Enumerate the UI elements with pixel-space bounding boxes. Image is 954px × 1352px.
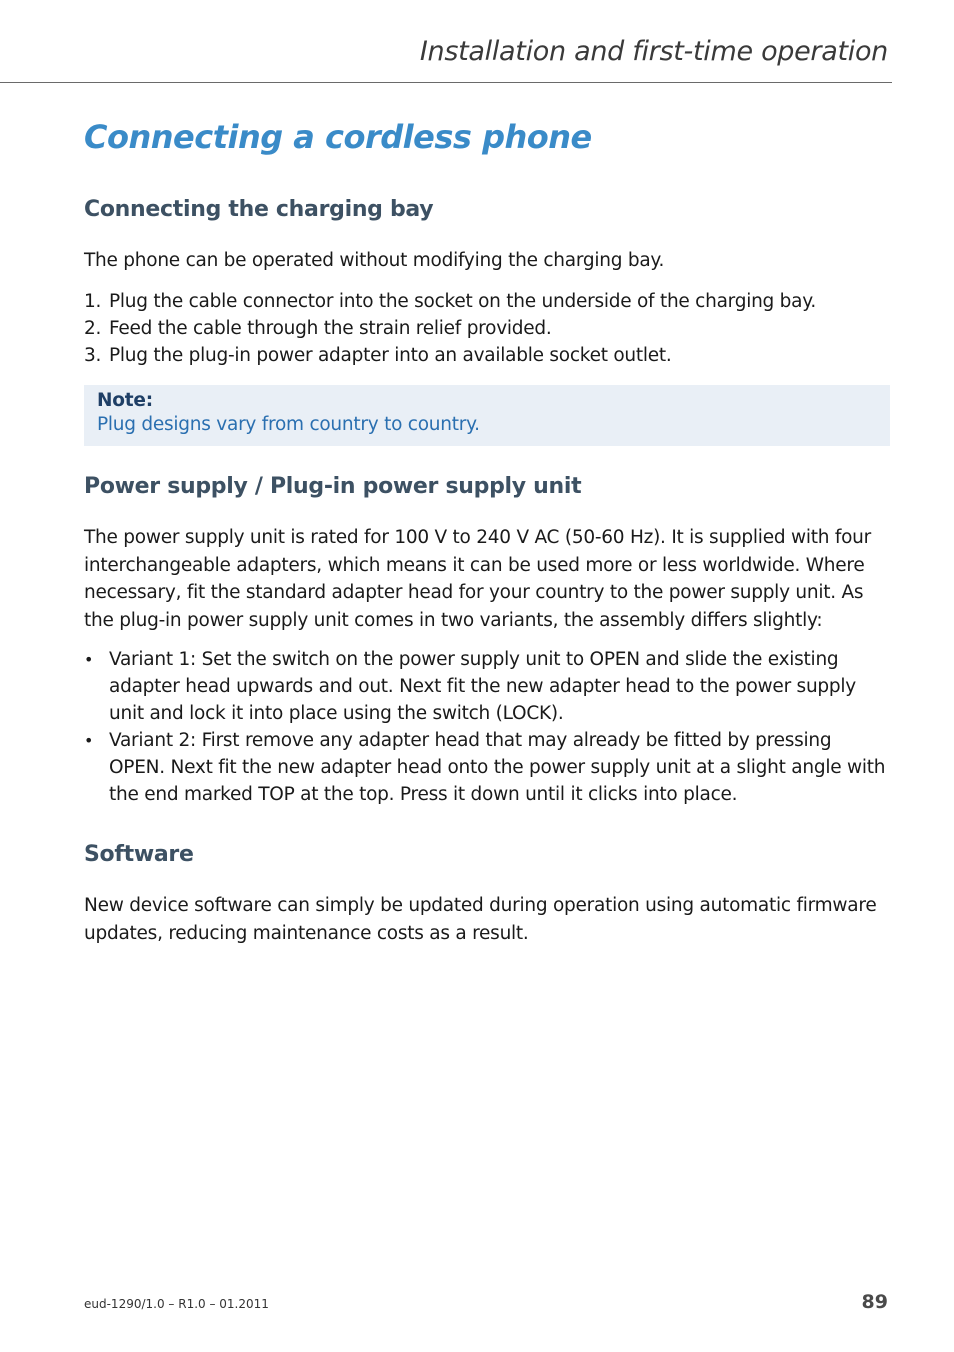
step-text: Plug the plug-in power adapter into an available socket outlet. (109, 345, 672, 366)
bullet-marker: • (84, 731, 94, 750)
footer-document-id: eud-1290/1.0 – R1.0 – 01.2011 (84, 1297, 269, 1311)
variant-text: Variant 1: Set the switch on the power supply unit to OPEN and slide the existing adapter head upwards and out. Next fit the new adapter head to the power supply unit and lock it into place using the switch (LOCK). (109, 649, 856, 724)
charging-bay-intro: The phone can be operated without modifying the charging bay. (84, 250, 665, 271)
heading-power-supply: Power supply / Plug-in power supply unit (84, 474, 582, 499)
charging-bay-steps (84, 288, 890, 369)
note-text: Plug designs vary from country to country. (97, 414, 480, 435)
step-number: 2. (84, 318, 102, 339)
bullet-marker: • (84, 650, 94, 669)
software-body: New device software can simply be updated during operation using automatic firmware updates, reducing maintenance costs as a result. (84, 895, 877, 944)
footer-page-number: 89 (861, 1291, 888, 1313)
list-item (84, 646, 890, 727)
list-item (84, 727, 890, 808)
header-divider (0, 82, 892, 83)
page-title: Connecting a cordless phone (84, 118, 592, 156)
power-supply-variants (84, 646, 890, 808)
note-label: Note: (97, 390, 153, 411)
section-header-title: Installation and first-time operation (419, 36, 888, 67)
step-number: 1. (84, 291, 102, 312)
heading-software: Software (84, 842, 194, 867)
note-box (84, 385, 890, 446)
list-item (84, 342, 890, 369)
list-item (84, 288, 890, 315)
power-supply-body: The power supply unit is rated for 100 V to 240 V AC (50-60 Hz). It is supplied with four interchangeable adapters, which means it can be used more or less worldwide. Where necessary, fit the standard adapter head for your country to the power supply unit. As the plug-in power supply unit comes in two variants, the assembly differs slightly: (84, 527, 871, 631)
variant-text: Variant 2: First remove any adapter head that may already be fitted by pressing OPEN. Next fit the new adapter head onto the power supply unit at a slight angle with the end marked TOP at the top. Press it down until it clicks into place. (109, 730, 886, 805)
list-item (84, 315, 890, 342)
heading-charging-bay: Connecting the charging bay (84, 197, 434, 222)
step-number: 3. (84, 345, 102, 366)
step-text: Plug the cable connector into the socket on the underside of the charging bay. (109, 291, 816, 312)
step-text: Feed the cable through the strain relief provided. (109, 318, 552, 339)
